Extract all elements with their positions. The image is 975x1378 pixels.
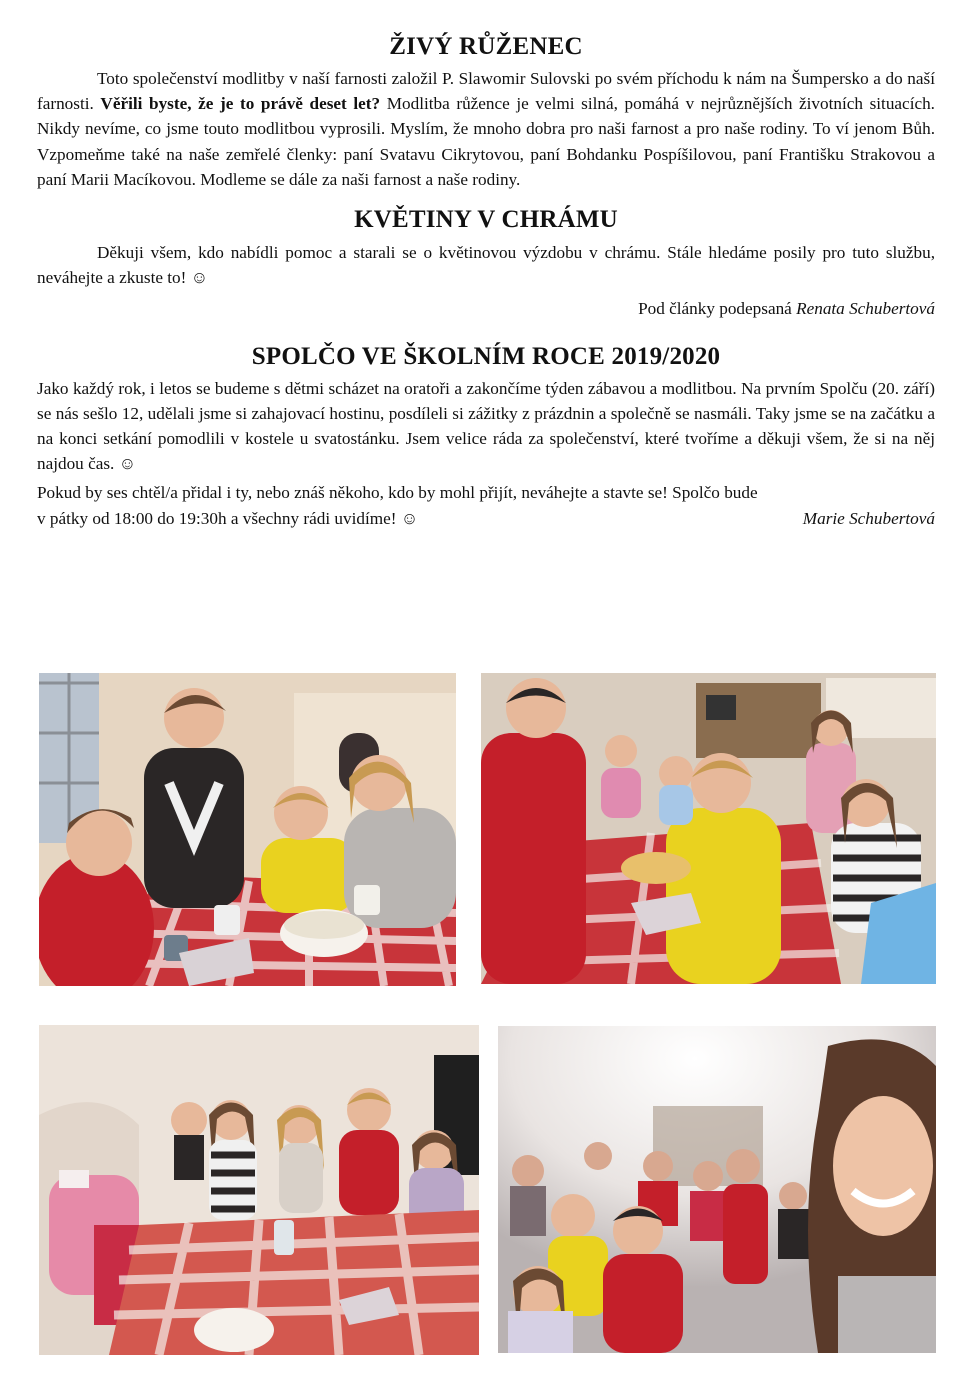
photo-kids-snacking-drawing [481, 673, 936, 984]
section-flowers-text: Děkuji všem, kdo nabídli pomoc a starali se o květinovou výzdobu v chrámu. Stále hledáme posily pro tuto službu, neváhejte a zkuste to! ☺ [37, 243, 935, 288]
section-spolco-title: SPOLČO VE ŠKOLNÍM ROCE 2019/2020 [251, 342, 721, 370]
spolco-paragraph-1: Jako každý rok, i letos se budeme s dětmi scházet na oratoři a zakončíme týden zábavou a modlitbou. Na prvním Spolču (20. září) se nás sešlo 12, udělali jsme si zahajovací hostinu, posdíleli si zážitky z prázdnin a společně se nasmáli. Taky jsme se na začátku a na konci setkání pomodlili v kostele u svatostánku. Jsem velice ráda za společenství, které tvoříme a děkuji všem, že si na něj najdou čas. ☺ [37, 378, 935, 474]
photo-group-sitting [39, 1025, 479, 1355]
photo-group-sitting-drawing [39, 1025, 479, 1355]
spolco-last-line [37, 506, 935, 531]
rosary-text-bold: Věřili byste, že je to právě deset let? [100, 94, 381, 114]
photo-group-selfie-drawing [498, 1026, 936, 1353]
section-flowers-title: KVĚTINY V CHRÁMU [354, 206, 618, 234]
spolco-paragraph-2-end: v pátky od 18:00 do 19:30h a všechny rádi uvidíme! ☺ [37, 508, 419, 528]
rosary-text-part1: Toto společenství modlitby v naší farnosti založil P. Slawomir Sulovski po svém příchodu k nám na Šumpersko a do naší farnosti. [37, 69, 935, 114]
section-rosary-title: ŽIVÝ RŮŽENEC [389, 33, 583, 60]
page-content [37, 30, 935, 531]
photo-kids-snacking [481, 673, 936, 984]
section-spolco [37, 340, 935, 531]
rosary-text-part2: Modlitba růžence je velmi silná, pomáhá v nejrůznějších životních situacích. Nikdy nevíme, co jsme touto modlitbou vyprosili. Myslím, že mnoho dobra pro naši farnost a pro naše rodiny. To ví jenom Bůh. Vzpomeňme také na naše zemřelé členky: paní Svatavu Cikrytovou, paní Bohdanku Pospíšilovou, paní Františku Strakovou a paní Marii Macíkovou. Modleme se dále za naši farnost a naše rodiny. [37, 94, 935, 189]
photo-kids-at-table [39, 673, 456, 986]
signature-prefix: Pod články podepsaná [638, 299, 797, 319]
photo-group-selfie [498, 1026, 936, 1353]
flowers-signature [37, 296, 935, 321]
photo-kids-at-table-drawing [39, 673, 456, 986]
signature-name-renata: Renata Schubertová [796, 299, 935, 319]
section-flowers [37, 203, 935, 322]
spolco-paragraph-2: Pokud by ses chtěl/a přidal i ty, nebo znáš někoho, kdo by mohl přijít, neváhejte a stavte se! Spolčo bude [37, 483, 758, 503]
section-rosary [37, 30, 935, 192]
section-rosary-text [37, 66, 935, 192]
signature-name-marie: Marie Schubertová [802, 508, 935, 528]
